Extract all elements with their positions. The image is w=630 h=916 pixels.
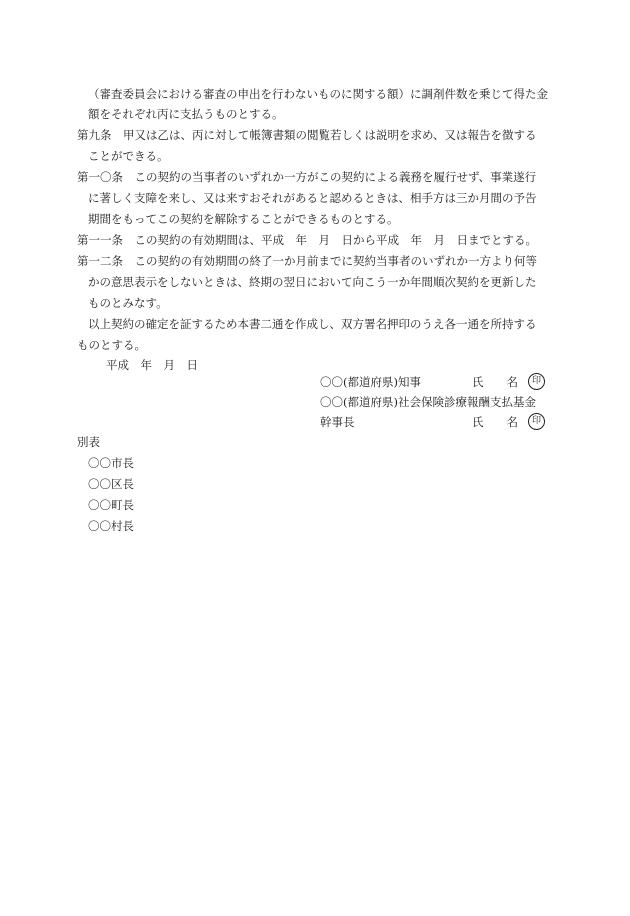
closing-line: ものとする。 [77, 338, 146, 352]
article-12-line: 第一二条 この契約の有効期間の終了一か月前までに契約当事者のいずれか一方より何等 [77, 254, 537, 268]
appendix-item: 〇〇区長 [88, 477, 134, 491]
article-10-line: 第一〇条 この契約の当事者のいずれか一方がこの契約による義務を履行せず、事業遂行 [77, 170, 537, 184]
name-label: 氏 名 [472, 375, 518, 389]
article-line: （審査委員会における審査の申出を行わないものに関する額）に調剤件数を乗じて得た金 [88, 87, 548, 101]
article-12-line: ものとみなす。 [88, 296, 168, 310]
article-line: 額をそれぞれ丙に支払うものとする。 [88, 107, 284, 121]
article-9-line: 第九条 甲又は乙は、丙に対して帳簿書類の閲覧若しくは説明を求め、又は報告を徴する [77, 128, 537, 142]
seal-mark: 印 [528, 413, 545, 430]
article-12-line: かの意思表示をしないときは、終期の翌日において向こう一か年間順次契約を更新した [88, 275, 537, 289]
appendix-heading: 別表 [77, 435, 100, 449]
article-11-line: 第一一条 この契約の有効期間は、平成 年 月 日から平成 年 月 日までとする。 [77, 233, 537, 247]
fund-title: 〇〇(都道府県)社会保険診療報酬支払基金 [320, 395, 536, 409]
article-10-line: 期間をもってこの契約を解除することができるものとする。 [88, 212, 399, 226]
closing-line: 以上契約の確定を証するため本書二通を作成し、双方署名押印のうえ各一通を所持する [88, 317, 537, 331]
article-9-line: ことができる。 [88, 149, 169, 163]
appendix-item: 〇〇村長 [88, 519, 134, 533]
article-10-line: に著しく支障を来し、又は来すおそれがあると認めるときは、相手方は三か月間の予告 [88, 191, 537, 205]
name-label: 氏 名 [472, 415, 518, 429]
appendix-item: 〇〇町長 [88, 498, 134, 512]
date-line: 平成 年 月 日 [106, 358, 198, 372]
fund-role: 幹事長 [320, 415, 355, 429]
seal-mark: 印 [528, 373, 545, 390]
appendix-item: 〇〇市長 [88, 456, 134, 470]
governor-title: 〇〇(都道府県)知事 [320, 375, 421, 389]
